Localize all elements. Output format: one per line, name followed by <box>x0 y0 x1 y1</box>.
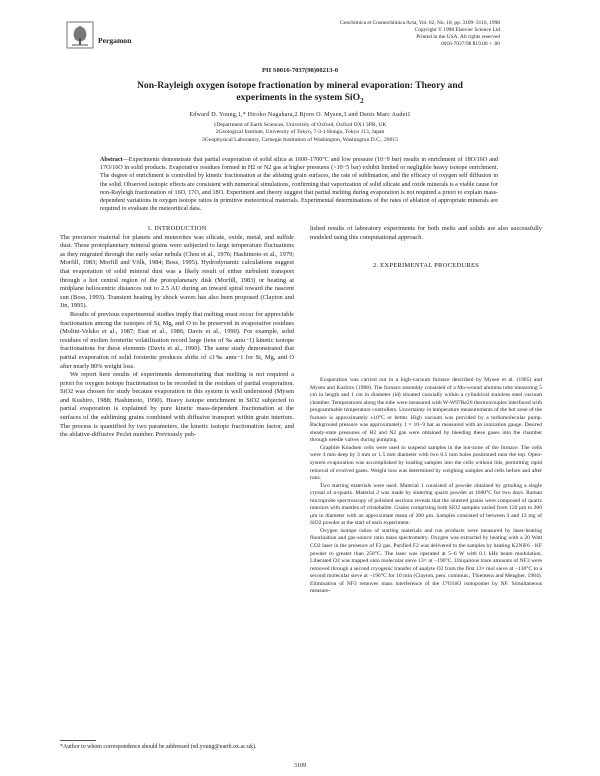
paper-title <box>70 80 530 107</box>
pii-number: PII S0016-7037(98)00213-0 <box>261 67 338 74</box>
abstract-label: Abstract <box>100 157 123 163</box>
journal-copyright: Copyright © 1998 Elsevier Science Ltd <box>414 27 500 33</box>
page-number: 3109 <box>293 762 307 769</box>
exp-paragraph-4: Oxygen isotope ratios of starting materials and run products were measured by laser-heating fluorination and gas-source ratio mass spectrometry. Oxygen was extracted by heating with a 20 Watt CO2 laser in the presence of F2 gas. Purified F2 was delivered to the samples by heating K2NiF6 · KF powder to greater than 250°C. The laser was operated at 5–6 W with 0.1 kHz beam modulation. Liberated O2 was trapped onto molecular sieve 13× at −196°C. Ubiquitous trace amounts of NF3 were removed through a second cryogenic transfer of analyte O2 from the first 13× mol sieve at −130°C to a second molecular sieve at −196°C for 10 min (Clayton, pers. commun.; Thiemens and Meagher, 1984). Elimination of NF3 removes mass interference of the 17O16O isotopomer by NF. Simultaneous measure- <box>310 527 542 595</box>
affiliation-1: 1Department of Earth Sciences, University of Oxford, Oxford OX1 3PR, UK <box>213 122 387 128</box>
journal-printed: Printed in the USA. All rights reserved <box>416 34 500 40</box>
exp-paragraph-3: Two starting materials were used. Material 1 consisted of powder obtained by grinding a single crystal of α-quartz. Material 2 was made by sintering quartz powder at 1600°C for two days. Raman microprobe spectroscopy of polished sections reveals that the sintered grains were composed of quartz interiors with mantles of cristobalite. Grains comprising both SiO2 samples varied from 120 μm to 300 μm in diameter with an approximate mean of 200 μm. Samples consisted of between 3 and 13 mg of SiO2 powder at the start of each experiment. <box>310 482 542 527</box>
journal-issn: 0016-7037/98 $19.00 + .00 <box>441 41 500 47</box>
footnote-rule <box>60 740 96 741</box>
affiliation-3: 3Geophysical Laboratory, Carnegie Institution of Washington, Washington D.C., 20015 <box>202 136 398 143</box>
abstract <box>100 156 498 213</box>
journal-citation: Geochimica et Cosmochimica Acta, Vol. 62, No. 18, pp. 3109–3116, 1998 <box>340 20 500 26</box>
intro-continued: lished results of laboratory experiments for both melts and solids are also successfully modeled using this computational approach. <box>310 225 542 241</box>
intro-paragraph-3: We report here results of experiments demonstrating that melting is not required a priori for oxygen isotope fractionation to be recorded in the residues of partial evaporation. SiO2 was chosen for study because evaporation in this system is well understood (Mysen and Kushiro, 1988; Hashimoto, 1990). Heavy isotope enrichment in SiO2 subjected to partial evaporation is explained by pure kinetic mass-dependent fractionation at the surfaces of the subliming grains combined with diffusive transport within grain interiors. The process is quantified by two parameters, the kinetic isotope fractionation factor, and the ablative-diffusive Peclet number. Previously pub- <box>60 371 294 439</box>
exp-paragraph-1: Evaporation was carried out in a high-vacuum furnace described by Mysen et al. (1985) and Mysen and Kushiro (1988). The furnace assembly consisted of a Mo-wound alumina tube measuring 5 cm in length and 1 cm in diameter (id) situated coaxially within a cylindrical stainless steel vacuum chamber. Temperatures along the tube were measured with W-W97Re26 thermocouples interfaced with programmable temperature controllers. Uncertainty in temperature measurements of the hot zone of the furnace is approximately ±10°C or better. High vacuum was provided by a turbomolecular pump. Background pressure was approximately 1 × 10−9 bar as measured with an ionization gauge. Desired steady-state pressures of H2 and N2 gas were obtained by bleeding these gases into the chamber through needle valves during pumping. <box>310 377 542 444</box>
pergamon-logo-icon <box>66 20 94 50</box>
correspondence-footnote: *Author to whom correspondence should be addressed (ed.young@earth.ox.ac.uk). <box>60 744 257 750</box>
intro-heading: 1. INTRODUCTION <box>147 225 207 232</box>
journal-header <box>270 20 500 48</box>
exp-paragraph-2: Graphite Knudsen cells were used to suspend samples in the hot-zone of the furnace. The cells were 4 mm deep by 3 mm or 1.5 mm diameter with two 0.5 mm holes positioned near the top. Open-system evaporation was accomplished by loading samples into the cells without lids, permitting rapid removal of evolved gases. Weight loss was determined by weighing samples and cells before and after runs. <box>310 444 542 482</box>
intro-paragraph-1: The precursor material for planets and meteorites was silicate, oxide, metal, and sulfide dust. These protoplanetary mineral grains were subjected to large temperature fluctuations as they migrated through the early solar nebula (Chou et al., 1976; Hashimoto et al., 1979; Morfill, 1983; Morfill and Völk, 1984; Boss, 1995). Hydrodynamic calculations suggest that evaporation of solid mineral dust was a likely result of either turbulent transport through a hot central region of the protoplanetary disk (Morfill, 1983) or heating at midplane heliocentric distances out to 2.5 AU during an inward spiral toward the nascent sun (Boss, 1993). Transient heating by shock waves has also been proposed (Clayton and Jin, 1995). <box>60 233 294 310</box>
left-column <box>60 225 294 440</box>
abstract-text: —Experiments demonstrate that partial evaporation of solid silica at 1600–1700°C and low pressure (10−9 bar) results in enrichment of 18O/16O and 17O/16O in solid products. Evaporative residues formed in H2 or N2 gas at higher pressures (>10−5 bar) exhibit limited or negligible heavy isotope enrichment. The degree of enrichment is controlled by kinetic fractionation at the ablating grain surfaces, the rate of sublimation, and the efficacy of oxygen self diffusion in the solid. Observed isotopic effects are consistent with numerical simulations, confirming that vaporization of solid silicate and oxide minerals is a viable cause for non-Rayleigh fractionation of 16O, 17O, and 18O. Experiment and theory suggest that partial melting during evaporation is not required a priori to explain mass-dependent variations in oxygen isotope ratios in primitive meteoritical materials. Experimental determinations of the rates of ablation of appropriate minerals are required to evaluate the meteoritical data. <box>100 157 498 213</box>
publisher-name: Pergamon <box>98 36 132 45</box>
experimental-heading: 2. EXPERIMENTAL PROCEDURES <box>372 262 480 270</box>
title-line-2: experiments in the system SiO$_2$ <box>236 92 364 105</box>
affiliation-2: 2Geological Institute, University of Tokyo, 7-3-1 Hongo, Tokyo 113, Japan <box>215 129 385 136</box>
title-line-1: Non-Rayleigh oxygen isotope fractionation by mineral evaporation: Theory and <box>136 80 463 91</box>
author-list: Edward D. Young,1,* Hiroko Nagahara,2 Bjorn O. Mysen,3 and Denis Marc Audet1 <box>189 112 411 118</box>
right-column-body <box>310 377 542 596</box>
right-column-top <box>310 225 542 271</box>
intro-paragraph-2: Results of previous experimental studies imply that melting must occur for appreciable fractionation among the isotopes of Si, Mg, and O to be preserved in evaporative residues (Molini-Velsko et al., 1987; Esat et al., 1986; Davis et al., 1990). For example, solid residues of molten forsterite volatilization record large (tens of ‰ amu−1) kinetic isotope fractionations for these elements (Davis et al., 1990). The same study demonstrated that partial evaporation of solid forsterite produces shifts of ≤1‰ amu−1 for Si, Mg, and O after nearly 80% weight loss. <box>60 310 294 370</box>
affiliations <box>70 122 530 144</box>
